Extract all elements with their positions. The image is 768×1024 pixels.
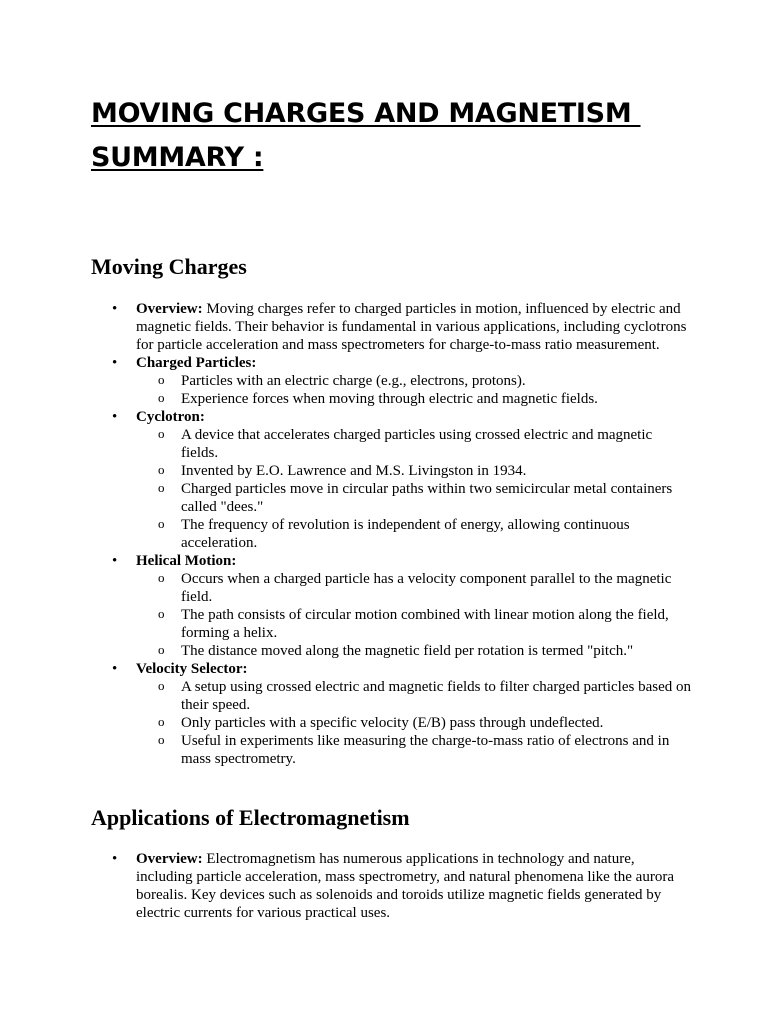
- moving-charges-list: [91, 300, 691, 768]
- title-line-2: SUMMARY :: [91, 142, 264, 173]
- sub-list: [136, 426, 691, 552]
- sub-item: o Charged particles move in circular paths within two semicircular metal containers called "dees.": [158, 480, 673, 515]
- sub-item: o Only particles with a specific velocity (E/B) pass through undeflected.: [158, 714, 604, 731]
- sub-item: o The path consists of circular motion combined with linear motion along the field, forming a helix.: [158, 606, 669, 641]
- document-title: [91, 92, 691, 180]
- title-line-1: MOVING CHARGES AND MAGNETISM: [91, 98, 641, 129]
- sub-item: o Invented by E.O. Lawrence and M.S. Livingston in 1934.: [158, 462, 527, 479]
- document-page: [91, 92, 691, 921]
- list-item-velocity-selector: • Velocity Selector: o A setup using crossed electric and magnetic fields to filter charged particles based on their speed. o Only particles with a specific velocity (E/B) pass through undeflected. o Useful in experiments like measuring the charge-to-mass ratio of electrons and in mass spectrometry.: [91, 660, 691, 768]
- list-item-charged-particles: • Charged Particles: o Particles with an electric charge (e.g., electrons, protons). o Experience forces when moving through electric and magnetic fields.: [91, 354, 691, 408]
- list-item-overview: • Overview: Electromagnetism has numerous applications in technology and nature, including particle acceleration, mass spectrometry, and natural phenomena like the aurora borealis. Key devices such as solenoids and toroids utilize magnetic fields generated by electric currents for various practical uses.: [112, 851, 674, 921]
- sub-item: o A device that accelerates charged particles using crossed electric and magnetic fields.: [158, 426, 653, 461]
- applications-list: [91, 850, 691, 922]
- sub-item: o A setup using crossed electric and magnetic fields to filter charged particles based on their speed.: [158, 678, 691, 713]
- sub-list: [136, 372, 691, 408]
- sub-item: o The frequency of revolution is independent of energy, allowing continuous acceleration.: [158, 516, 630, 551]
- list-item-cyclotron: • Cyclotron: o A device that accelerates charged particles using crossed electric and magnetic fields. o Invented by E.O. Lawrence and M.S. Livingston in 1934. o Charged particles move in circular paths within two semicircular metal containers called "dees." o The frequency of revolution is independent of energy, allowing continuous acceleration.: [91, 408, 691, 552]
- sub-item: o The distance moved along the magnetic field per rotation is termed "pitch.": [158, 642, 634, 659]
- section-heading-applications: Applications of Electromagnetism: [91, 805, 410, 830]
- sub-item: o Useful in experiments like measuring the charge-to-mass ratio of electrons and in mass spectrometry.: [158, 732, 670, 767]
- section-heading-moving-charges: Moving Charges: [91, 254, 247, 279]
- sub-list: [136, 570, 691, 660]
- sub-item: o Occurs when a charged particle has a velocity component parallel to the magnetic field.: [158, 570, 672, 605]
- sub-list: [136, 678, 691, 768]
- sub-item: o Particles with an electric charge (e.g., electrons, protons).: [158, 372, 526, 389]
- list-item-helical-motion: • Helical Motion: o Occurs when a charged particle has a velocity component parallel to the magnetic field. o The path consists of circular motion combined with linear motion along the field, forming a helix. o The distance moved along the magnetic field per rotation is termed "pitch.": [91, 552, 691, 660]
- sub-item: o Experience forces when moving through electric and magnetic fields.: [158, 390, 598, 407]
- list-item-overview: • Overview: Moving charges refer to charged particles in motion, influenced by electric and magnetic fields. Their behavior is fundamental in various applications, including cyclotrons for particle acceleration and mass spectrometers for charge-to-mass ratio measurement.: [112, 301, 687, 353]
